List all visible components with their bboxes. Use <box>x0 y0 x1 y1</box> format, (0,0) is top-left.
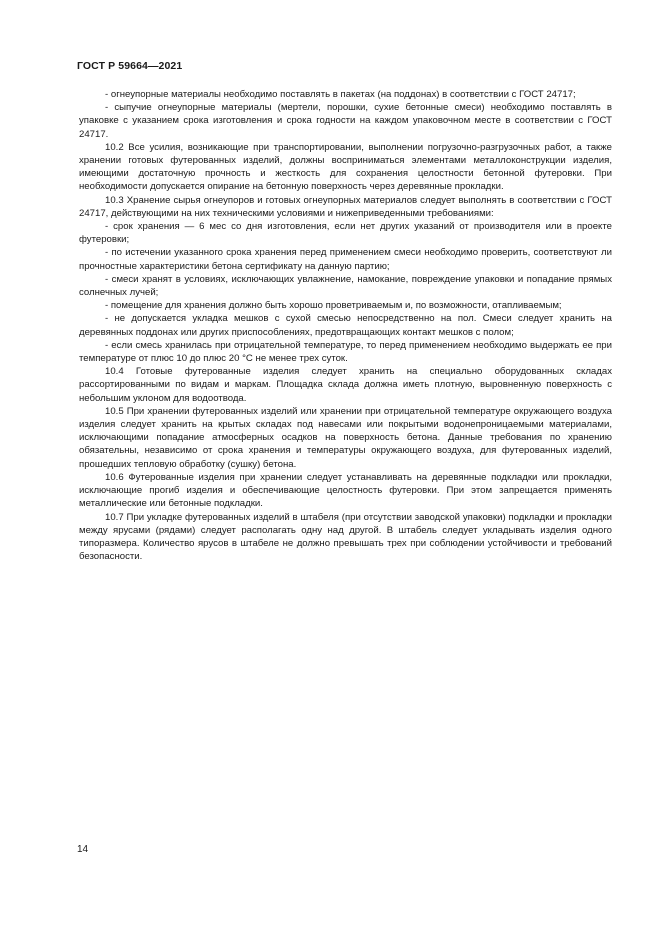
paragraph-list-item: - не допускается укладка мешков с сухой смесью непосредственно на пол. Смеси следует хранить на деревянных поддонах или других приспособлениях, предотвращающих контакт мешков с полом; <box>79 313 612 338</box>
paragraph-list-item: - срок хранения — 6 мес со дня изготовления, если нет других указаний от производителя или в проекте футеровки; <box>79 221 612 246</box>
paragraph-clause-10-2: 10.2 Все усилия, возникающие при транспортировании, выполнении погрузочно-разгрузочных работ, а также хранении готовых футерованных изделий, должны восприниматься элементами металлоконструкции изделия, имеющими достаточную прочность и жесткость для сохранения целостности бетонной футеровки. При необходимости допускается опирание на бетонную поверхность через деревянные прокладки. <box>79 141 612 193</box>
paragraph-list-item: - огнеупорные материалы необходимо поставлять в пакетах (на поддонах) в соответствии с ГОСТ 24717; <box>105 89 576 100</box>
paragraph-list-item: - помещение для хранения должно быть хорошо проветриваемым и, по возможности, отапливаемым; <box>105 300 562 312</box>
paragraph-clause-10-5: 10.5 При хранении футерованных изделий или хранении при отрицательной температуре окружающего воздуха изделия следует хранить на крытых складах под навесами или покрытыми водонепроницаемыми материалами, исключающими попадание атмосферных осадков на поверхность бетона. Данные требования по хранению обязательны, независимо от срока хранения и температуры окружающего воздуха, для футерованных изделий, прошедших тепловую обработку (сушку) бетона. <box>79 405 612 470</box>
paragraph-list-item: - по истечении указанного срока хранения перед применением смеси необходимо проверить, соответствуют ли прочностные характеристики бетона сертификату на данную партию; <box>79 247 612 272</box>
document-body <box>79 88 612 563</box>
paragraph-clause-10-6: 10.6 Футерованные изделия при хранении следует устанавливать на деревянные подкладки или прокладки, исключающие прогиб изделия и обеспечивающие целостность футеровки. При этом запрещается применять металлические или бетонные подкладки. <box>79 471 612 510</box>
paragraph-clause-10-4: 10.4 Готовые футерованные изделия следует хранить на специально оборудованных складах рассортированными по видам и маркам. Площадка склада должна иметь плотную, выровненную поверхность с небольшим уклоном для водоотвода. <box>79 366 612 404</box>
paragraph-list-item: - сыпучие огнеупорные материалы (мертели, порошки, сухие бетонные смеси) необходимо поставлять в упаковке с указанием срока изготовления и срока годности на каждом упаковочном месте в соответствии с ГОСТ 24717. <box>79 102 612 140</box>
page-number: 14 <box>77 844 89 855</box>
paragraph-clause-10-7: 10.7 При укладке футерованных изделий в штабеля (при отсутствии заводской упаковки) подкладки и прокладки между ярусами (рядами) следует располагать одну над другой. В штабель следует укладывать изделия одного типоразмера. Количество ярусов в штабеле не должно превышать трех при соблюдении устойчивости и требований безопасности. <box>79 511 612 563</box>
paragraph-list-item: - если смесь хранилась при отрицательной температуре, то перед применением необходимо выдержать ее при температуре от плюс 10 до плюс 20 °С не менее трех суток. <box>79 339 612 365</box>
document-header: ГОСТ Р 59664—2021 <box>77 60 183 72</box>
paragraph-list-item: - смеси хранят в условиях, исключающих увлажнение, намокание, повреждение упаковки и попадание прямых солнечных лучей; <box>79 273 612 299</box>
paragraph-clause-10-3: 10.3 Хранение сырья огнеупоров и готовых огнеупорных материалов следует выполнять в соответствии с ГОСТ 24717, действующими на них техническими условиями и нижеприведенными требованиями: <box>79 194 612 219</box>
